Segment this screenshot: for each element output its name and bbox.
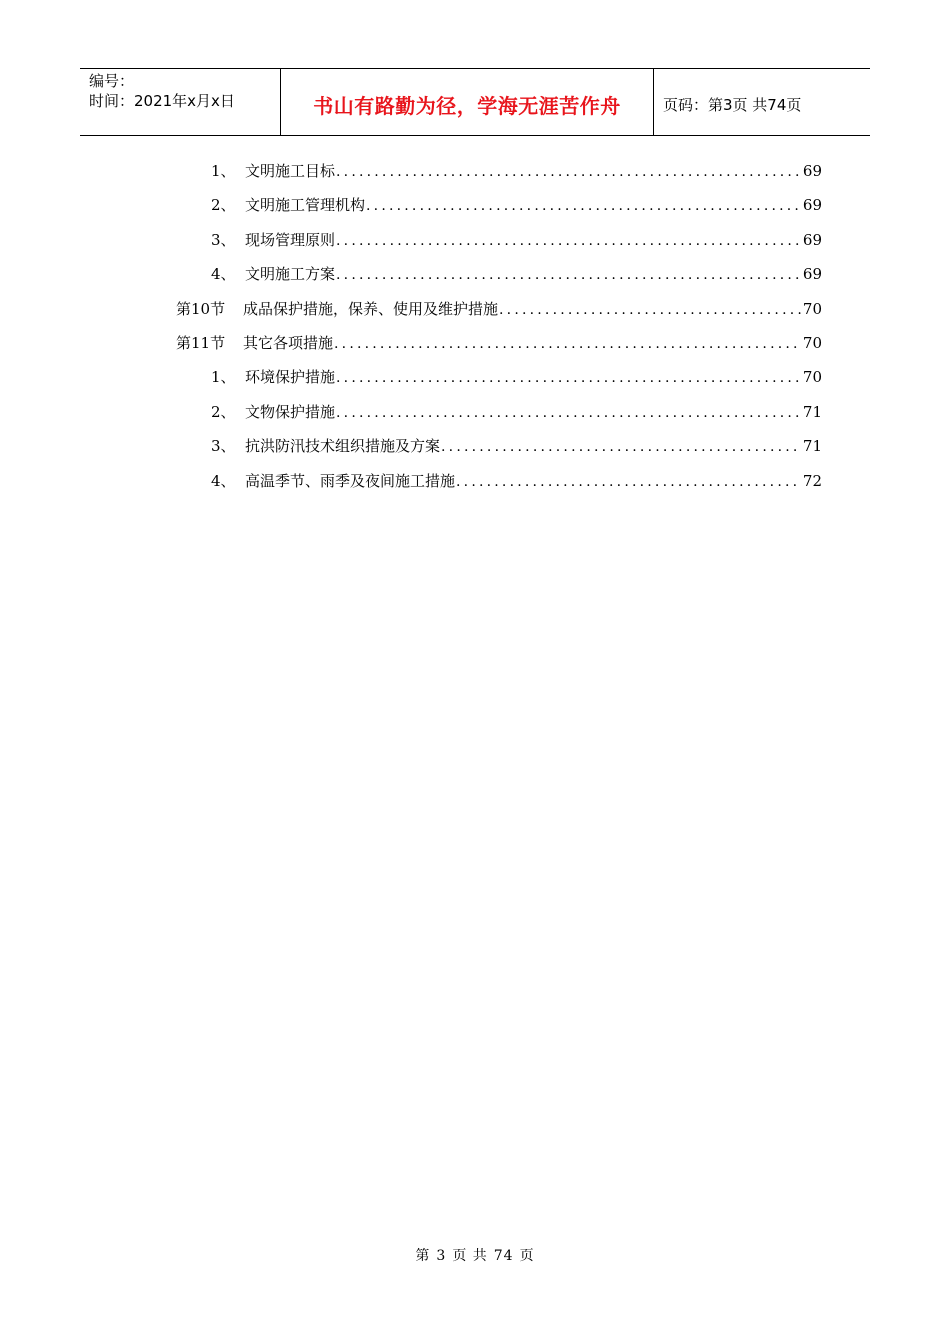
toc-leader-dots: [335, 264, 801, 286]
toc-entry-page: 69: [802, 162, 822, 180]
toc-section[interactable]: [176, 332, 822, 366]
toc-entry-number: 1、: [211, 162, 236, 180]
toc-section-title: 其它各项措施: [243, 333, 334, 352]
toc-entry-number: 2、: [211, 196, 236, 215]
toc-leader-dots: [335, 161, 801, 183]
footer-current-page: 3: [436, 1248, 447, 1264]
toc-entry[interactable]: [176, 160, 822, 194]
toc-leader-dots: [335, 367, 801, 389]
footer-total-pages: 74: [493, 1248, 514, 1264]
header-meta: [80, 69, 281, 135]
toc-entry-page: 71: [802, 402, 822, 421]
header-motto: 书山有路勤为径，学海无涯苦作舟: [281, 69, 654, 135]
toc-section[interactable]: [176, 298, 822, 332]
toc-entry-number: 4、: [211, 265, 236, 284]
toc-entry-page: 70: [802, 368, 822, 387]
toc-entry-number: 2、: [211, 402, 236, 421]
toc-leader-dots: [455, 471, 801, 493]
footer-suffix: 页: [519, 1248, 535, 1264]
toc-entry-number: 3、: [211, 230, 236, 249]
page-header: [80, 68, 870, 136]
toc-entry-title: 文明施工目标: [245, 162, 336, 180]
toc-entry[interactable]: [176, 263, 822, 297]
toc-entry-title: 文明施工方案: [245, 265, 336, 284]
toc-entry[interactable]: [176, 435, 822, 469]
toc-leader-dots: [335, 230, 801, 252]
toc-entry-title: 现场管理原则: [245, 230, 336, 249]
toc-entry-number: 3、: [211, 437, 236, 456]
toc-entry-page: 69: [802, 265, 822, 284]
toc-entry-title: 抗洪防汛技术组织措施及方案: [245, 437, 441, 456]
toc-leader-dots: [440, 436, 801, 458]
toc-entry[interactable]: [176, 401, 822, 435]
toc-section-number: 第10节: [176, 299, 226, 318]
toc-entry-title: 高温季节、雨季及夜间施工措施: [245, 471, 456, 490]
toc-leader-dots: [333, 333, 801, 355]
toc-entry-number: 4、: [211, 471, 236, 490]
toc-entry-page: 69: [802, 196, 822, 215]
toc-entry[interactable]: [176, 194, 822, 228]
toc-leader-dots: [365, 195, 801, 217]
toc-entry-page: 71: [802, 437, 822, 456]
toc-entry-title: 文明施工管理机构: [245, 196, 366, 215]
footer-prefix: 第: [415, 1248, 431, 1264]
time-label: 时间：2021年x月x日: [89, 92, 235, 110]
toc-section-page: 70: [802, 333, 822, 352]
toc-leader-dots: [335, 402, 801, 424]
toc-section-title: 成品保护措施，保养、使用及维护措施: [243, 299, 499, 318]
toc-section-number: 第11节: [176, 333, 226, 352]
toc-entry-number: 1、: [211, 368, 236, 387]
table-of-contents: [176, 160, 822, 504]
toc-section-page: 70: [802, 299, 822, 318]
toc-entry-title: 环境保护措施: [245, 368, 336, 387]
toc-entry[interactable]: [176, 366, 822, 400]
toc-entry-page: 69: [802, 230, 822, 249]
toc-entry[interactable]: [176, 229, 822, 263]
toc-entry-title: 文物保护措施: [245, 402, 336, 421]
toc-entry-page: 72: [802, 471, 822, 490]
toc-leader-dots: [498, 299, 801, 321]
header-page-info: 页码：第3页 共74页: [663, 95, 802, 114]
number-label: 编号：: [89, 72, 135, 90]
footer-mid: 页 共: [452, 1248, 488, 1264]
toc-entry[interactable]: [176, 470, 822, 504]
page-footer: [0, 1245, 950, 1265]
